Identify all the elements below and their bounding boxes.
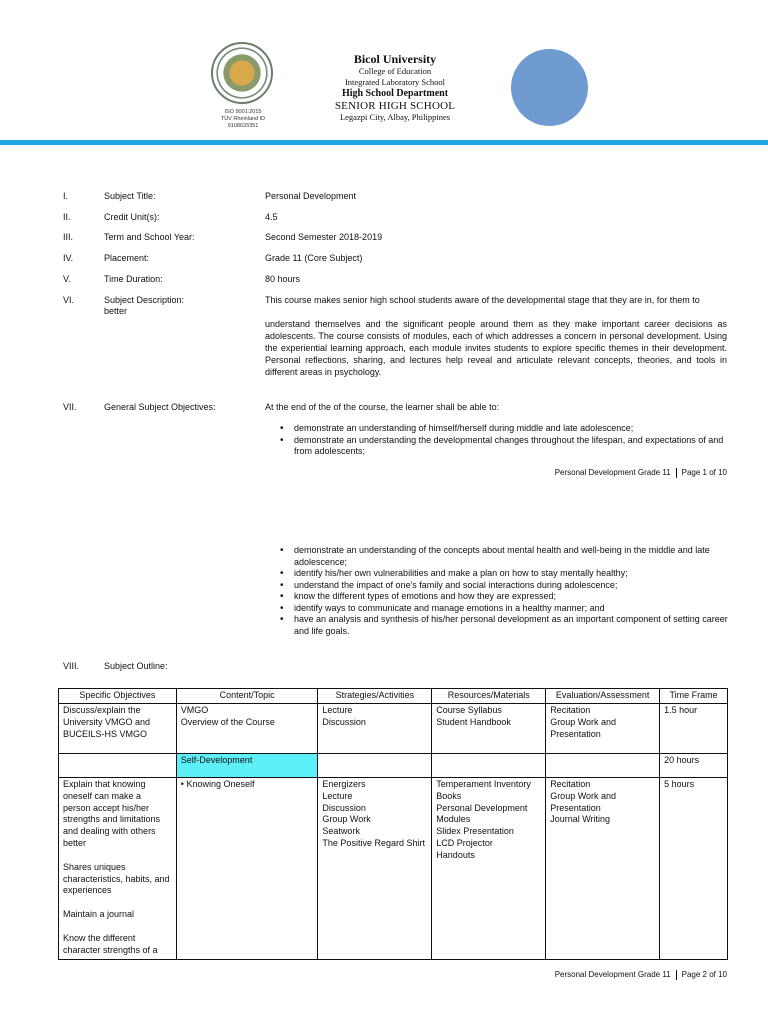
content-cell: [176, 778, 318, 960]
table-row: [59, 704, 728, 754]
cell-line: strengths and limitations: [63, 814, 161, 825]
cell-line: Shares uniques: [63, 861, 126, 872]
header-divider: [0, 140, 768, 145]
objectives-cell: [59, 778, 177, 960]
department-name: High School Department: [341, 88, 449, 99]
list-item: • identify ways to communicate and manage emotions in a healthy manner; and: [280, 603, 730, 615]
cell-line: Maintain a journal: [63, 909, 135, 920]
field-number: II.: [63, 212, 71, 222]
cell-line: Recitation: [550, 779, 591, 789]
cell-line: Books: [436, 790, 462, 801]
location: Legazpi City, Albay, Philippines: [339, 112, 451, 122]
time-cell: 20 hours: [660, 754, 728, 778]
field-label: Subject Outline:: [104, 661, 168, 671]
cell-line: Temperament Inventory: [436, 779, 531, 789]
list-item: • demonstrate an understanding of himself/herself during middle and late adolescence;: [280, 423, 730, 435]
school-name: Integrated Laboratory School: [344, 77, 446, 87]
iso-line: ISO 9001:2015: [224, 109, 262, 115]
field-number: VI.: [63, 295, 75, 305]
senior-high-label: SENIOR HIGH SCHOOL: [334, 100, 456, 112]
content-cell: [176, 704, 318, 754]
field-number: VIII.: [63, 661, 80, 671]
objectives-list-continued: [280, 545, 730, 637]
table-row: [59, 754, 728, 778]
cell-line: and dealing with others: [63, 826, 156, 837]
footer-separator: [676, 468, 677, 478]
field-label: Credit Unit(s):: [104, 212, 160, 222]
cell-line: Journal Writing: [550, 814, 611, 825]
evaluation-cell: [546, 778, 660, 960]
strategies-cell: [318, 778, 432, 960]
cell-line: The Positive Regard Shirt: [322, 837, 425, 848]
iso-certification: [208, 109, 278, 130]
cell-line: Overview of the Course: [180, 716, 275, 727]
letterhead: [0, 0, 768, 150]
cell-line: Discuss/explain the: [63, 705, 141, 715]
page-number: Page 1 of 10: [681, 468, 727, 478]
column-header: Strategies/Activities: [318, 689, 432, 704]
college-name: College of Education: [358, 66, 432, 76]
page-footer: [555, 468, 727, 478]
subject-outline-table: [58, 688, 728, 960]
field-number: III.: [63, 232, 74, 242]
bullet-icon: •: [180, 779, 187, 789]
cell-line: Student Handbook: [436, 716, 511, 727]
cell-line: person accept his/her: [63, 802, 150, 813]
cell-line: Discussion: [322, 716, 366, 727]
time-cell: 5 hours: [660, 778, 728, 960]
resources-cell: [432, 754, 546, 778]
field-number: V.: [63, 274, 71, 284]
cell-line: better: [63, 837, 87, 848]
cell-line: Course Syllabus: [436, 705, 502, 715]
footer-separator: [676, 970, 677, 980]
description-paragraph: understand themselves and the significant people around them as they make important career decisions as adolescents. The course consists of modules, each of which addresses a concern in personal development. Using the experiential learning approach, each module invites students to explore specific themes in their development. Personal reflections, sharing, and lectures help reveal and articulate relevant concepts, theories, and tools in different areas in psychology.: [265, 319, 727, 377]
strategies-cell: [318, 754, 432, 778]
cell-line: experiences: [63, 885, 112, 896]
cell-line: Explain that knowing: [63, 779, 146, 789]
list-item: • identify his/her own vulnerabilities and make a plan on how to stay mentally healthy;: [280, 568, 730, 580]
column-header: Content/Topic: [176, 689, 318, 704]
column-header: Time Frame: [660, 689, 728, 704]
cell-line: Discussion: [322, 802, 366, 813]
list-item: • demonstrate an understanding the developmental changes throughout the lifespan, and expectations of and from adolescents;: [280, 435, 730, 458]
page-number: Page 2 of 10: [681, 970, 727, 980]
field-number: VII.: [63, 402, 77, 412]
column-header: Resources/Materials: [432, 689, 546, 704]
resources-cell: [432, 778, 546, 960]
field-label: [104, 295, 254, 317]
evaluation-cell: [546, 754, 660, 778]
field-value: 4.5: [265, 212, 278, 222]
cell-line: Know the different: [63, 932, 136, 943]
university-info: [300, 52, 490, 123]
objectives-intro: At the end of the of the course, the learner shall be able to:: [265, 402, 500, 412]
cell-line: Energizers: [322, 779, 366, 789]
cell-line: BUCEILS-HS VMGO: [63, 728, 148, 739]
table-header-row: [59, 689, 728, 704]
field-value: Second Semester 2018-2019: [265, 232, 383, 242]
cell-line: Presentation: [550, 728, 601, 739]
cell-line: LCD Projector: [436, 837, 493, 848]
cell-line: Slidex Presentation: [436, 826, 514, 837]
field-label: Subject Title:: [104, 191, 156, 201]
logo-placeholder-icon: [511, 49, 588, 126]
field-number: I.: [63, 191, 69, 201]
cell-line: Group Work: [322, 814, 371, 825]
cell-line: University VMGO and: [63, 716, 151, 727]
cell-line: oneself can make a: [63, 790, 142, 801]
topic-text: Knowing Oneself: [186, 779, 255, 789]
cell-line: Modules: [436, 814, 471, 825]
field-label: General Subject Objectives:: [104, 402, 216, 412]
list-item: • demonstrate an understanding of the concepts about mental health and well-being in the middle and late adolescence;: [280, 545, 730, 568]
strategies-cell: [318, 704, 432, 754]
objectives-cell: [59, 704, 177, 754]
cell-line: Presentation: [550, 802, 601, 813]
page-footer: [555, 970, 727, 980]
cell-line: VMGO: [180, 705, 209, 715]
resources-cell: [432, 704, 546, 754]
cell-line: character strengths of a: [63, 944, 158, 955]
field-label: Term and School Year:: [104, 232, 195, 242]
cell-line: Handouts: [436, 849, 475, 860]
field-value: This course makes senior high school students aware of the developmental stage that they are in, for them to: [265, 295, 700, 305]
table-row: [59, 778, 728, 960]
cell-line: Seatwork: [322, 826, 360, 837]
field-number: IV.: [63, 253, 74, 263]
iso-line: TÜV Rheinland ID 9108633351: [220, 116, 266, 129]
cell-line: Lecture: [322, 790, 353, 801]
objectives-cell: [59, 754, 177, 778]
list-item: • have an analysis and synthesis of his/her personal development as an important component of setting career and life goals.: [280, 614, 730, 637]
field-label-text: Subject Description:: [104, 295, 185, 305]
field-value: 80 hours: [265, 274, 301, 284]
column-header: Evaluation/Assessment: [546, 689, 660, 704]
cell-line: Group Work and: [550, 790, 617, 801]
section-heading-cell: Self-Development: [176, 754, 318, 778]
cell-line: Group Work and: [550, 716, 617, 727]
footer-title: Personal Development Grade 11: [554, 970, 671, 980]
university-seal-icon: [211, 42, 273, 104]
field-label: Placement:: [104, 253, 150, 263]
list-item: • know the different types of emotions and how they are expressed;: [280, 591, 730, 603]
university-name: Bicol University: [353, 52, 437, 66]
objectives-list: [280, 423, 730, 458]
time-cell: 1.5 hour: [660, 704, 728, 754]
cell-line: Recitation: [550, 705, 591, 715]
list-item: • understand the impact of one's family and social interactions during adolescence;: [280, 580, 730, 592]
cell-line: characteristics, habits, and: [63, 873, 170, 884]
topic-bullet: [181, 779, 314, 791]
cell-line: Lecture: [322, 705, 353, 715]
evaluation-cell: [546, 704, 660, 754]
field-value: Grade 11 (Core Subject): [265, 253, 363, 263]
field-value: Personal Development: [265, 191, 357, 201]
cell-line: Personal Development: [436, 802, 528, 813]
footer-title: Personal Development Grade 11: [554, 468, 671, 478]
field-label: Time Duration:: [104, 274, 163, 284]
column-header: Specific Objectives: [59, 689, 177, 704]
field-label-text: better: [104, 306, 128, 316]
